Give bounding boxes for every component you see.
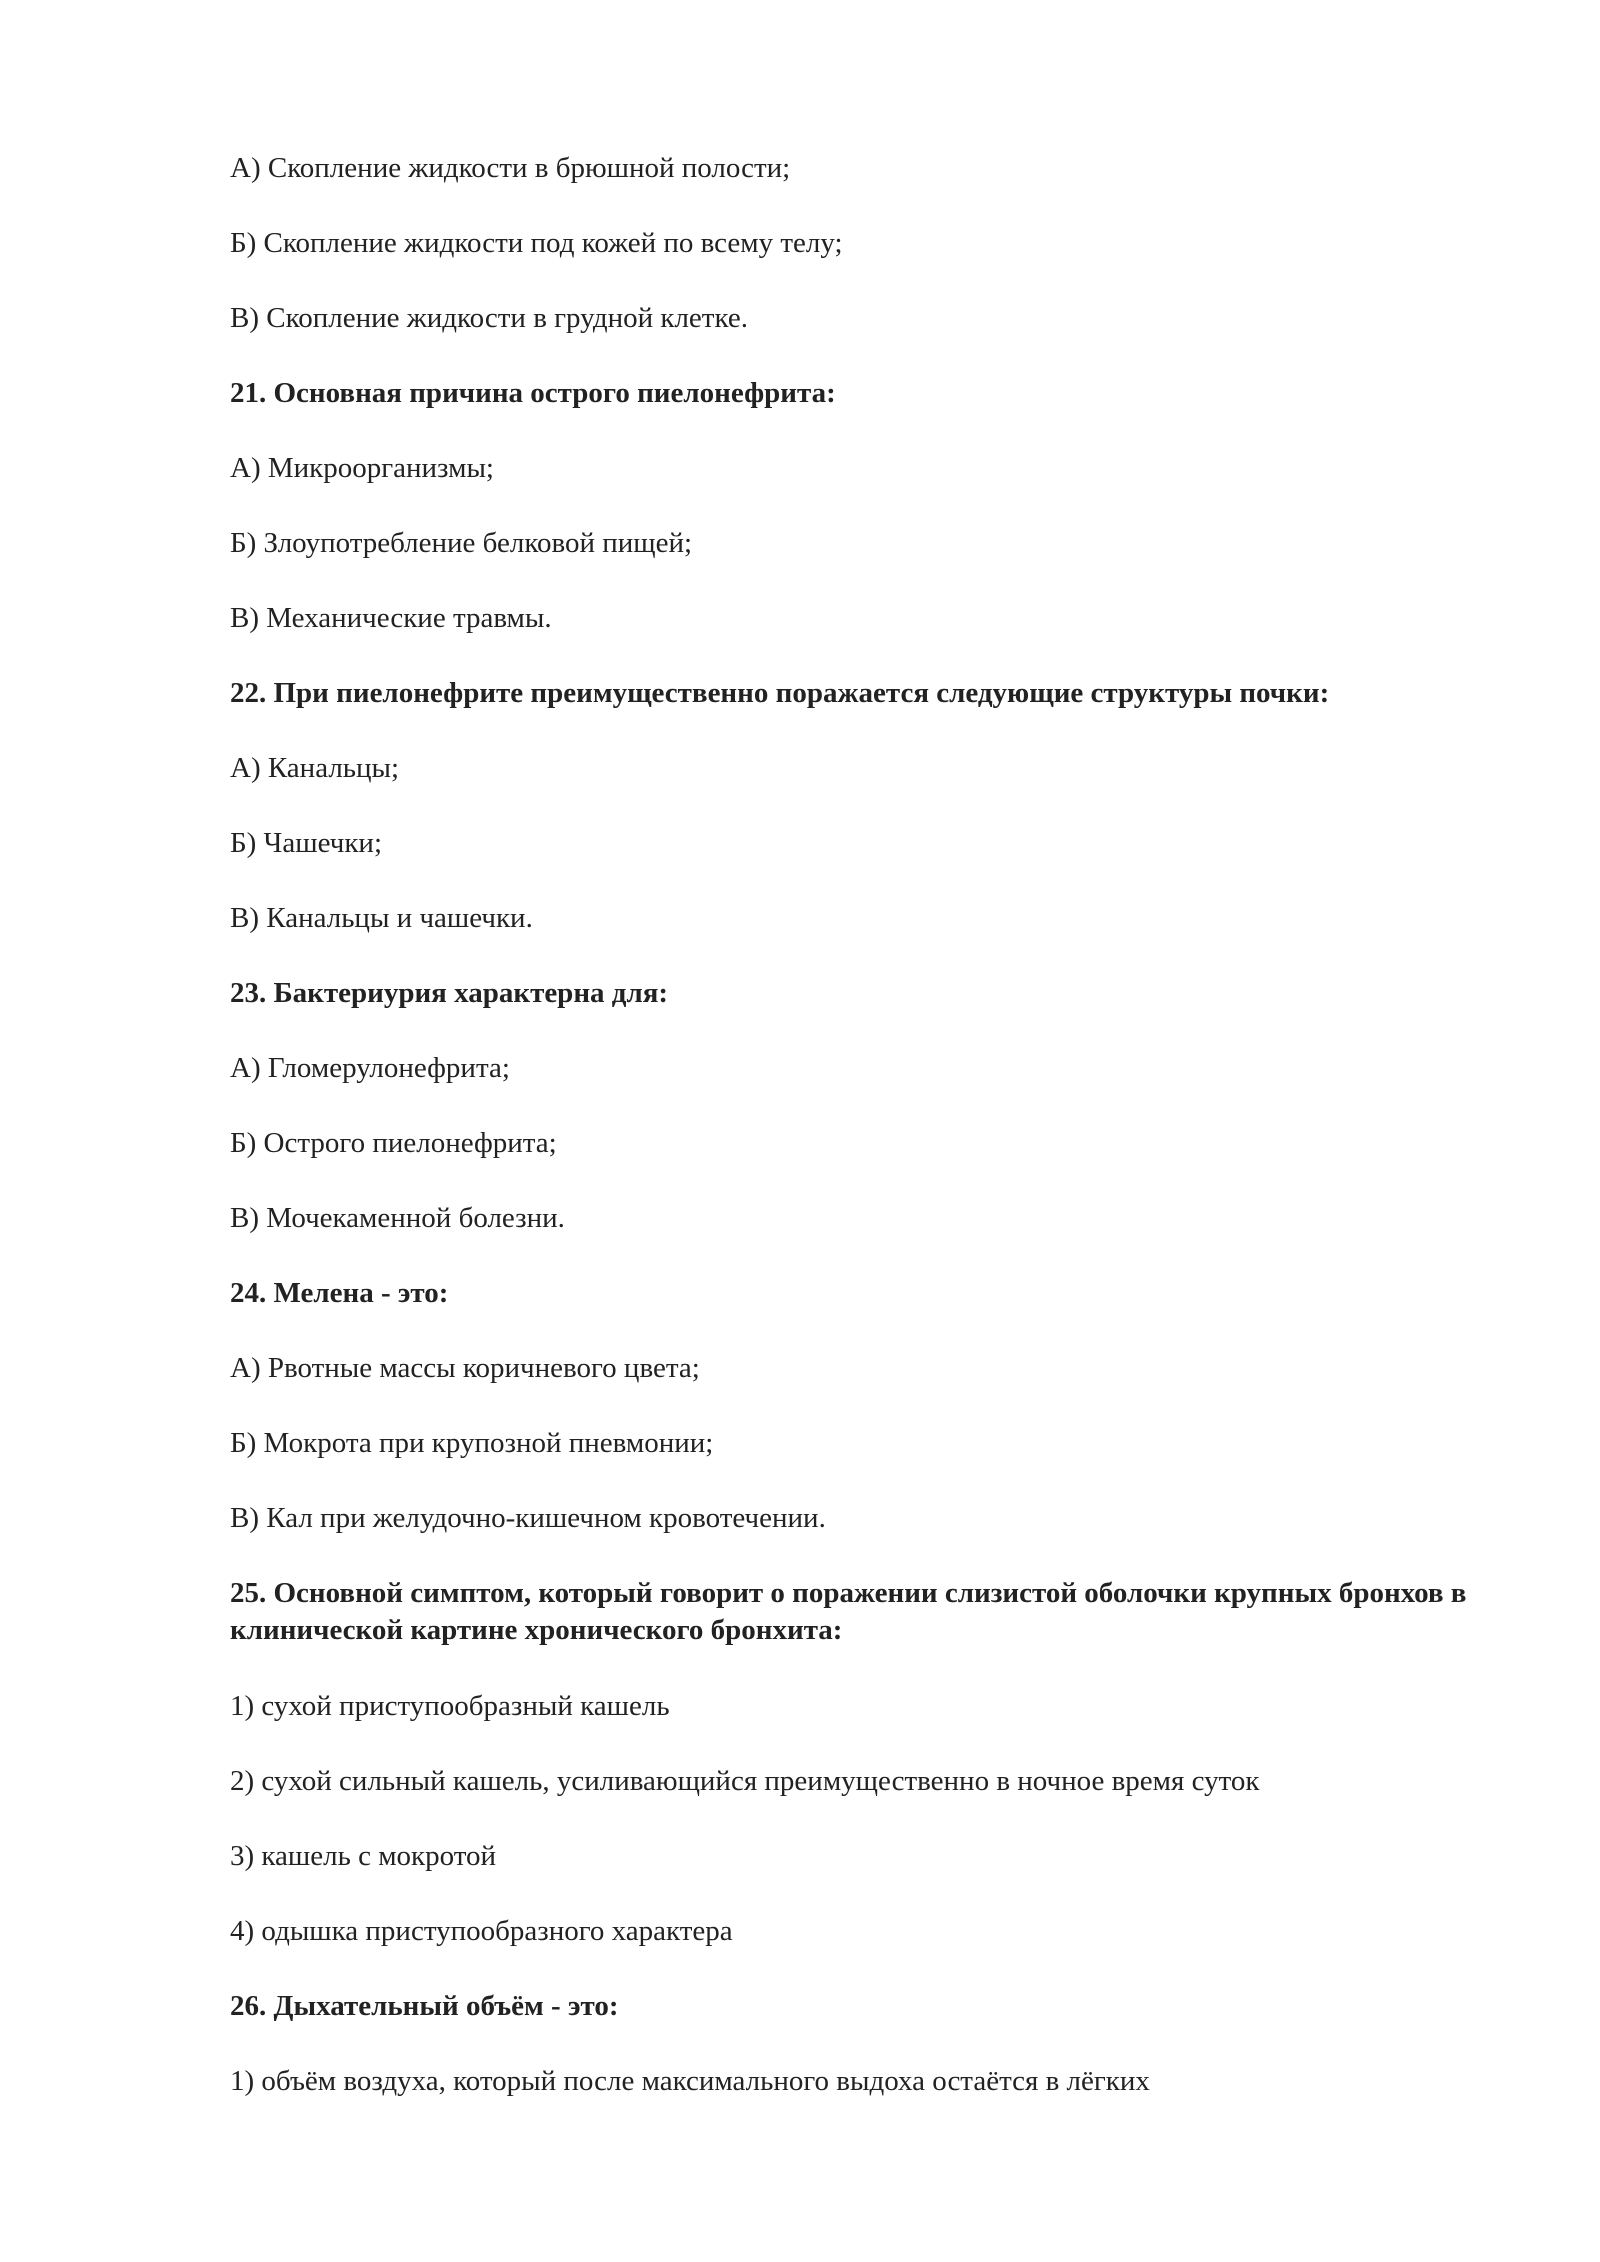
question-21: 21. Основная причина острого пиелонефрита: [230,377,836,409]
question-25: 25. Основной симптом, который говорит о поражении слизистой оболочки крупных бронхов в клинической картине хронического бронхита: [230,1577,1467,1646]
question-23: 23. Бактериурия характерна для: [230,977,669,1009]
answer-option: А) Скопление жидкости в брюшной полости; [230,152,791,184]
question-24: 24. Мелена - это: [230,1277,449,1309]
answer-option: 1) объём воздуха, который после максимального выдоха остаётся в лёгких [230,2065,1150,2097]
question-22: 22. При пиелонефрите преимущественно поражается следующие структуры почки: [230,677,1330,709]
answer-option: В) Канальцы и чашечки. [230,902,533,934]
answer-option: Б) Острого пиелонефрита; [230,1127,557,1159]
answer-option: Б) Чашечки; [230,827,383,859]
answer-option: 2) сухой сильный кашель, усиливающийся преимущественно в ночное время суток [230,1765,1260,1797]
answer-option: А) Рвотные массы коричневого цвета; [230,1352,700,1384]
answer-option: Б) Скопление жидкости под кожей по всему телу; [230,227,843,259]
answer-option: В) Кал при желудочно-кишечном кровотечении. [230,1502,826,1534]
question-26: 26. Дыхательный объём - это: [230,1990,619,2022]
answer-option: Б) Мокрота при крупозной пневмонии; [230,1427,714,1459]
answer-option: А) Гломерулонефрита; [230,1052,510,1084]
answer-option: 3) кашель с мокротой [230,1840,497,1872]
answer-option: А) Канальцы; [230,752,400,784]
answer-option: А) Микроорганизмы; [230,452,494,484]
answer-option: В) Механические травмы. [230,602,552,634]
answer-option: 1) сухой приступообразный кашель [230,1690,670,1722]
answer-option: Б) Злоупотребление белковой пищей; [230,527,693,559]
document-page [230,150,1490,2138]
answer-option: В) Мочекаменной болезни. [230,1202,565,1234]
answer-option: В) Скопление жидкости в грудной клетке. [230,302,748,334]
answer-option: 4) одышка приступообразного характера [230,1915,733,1947]
